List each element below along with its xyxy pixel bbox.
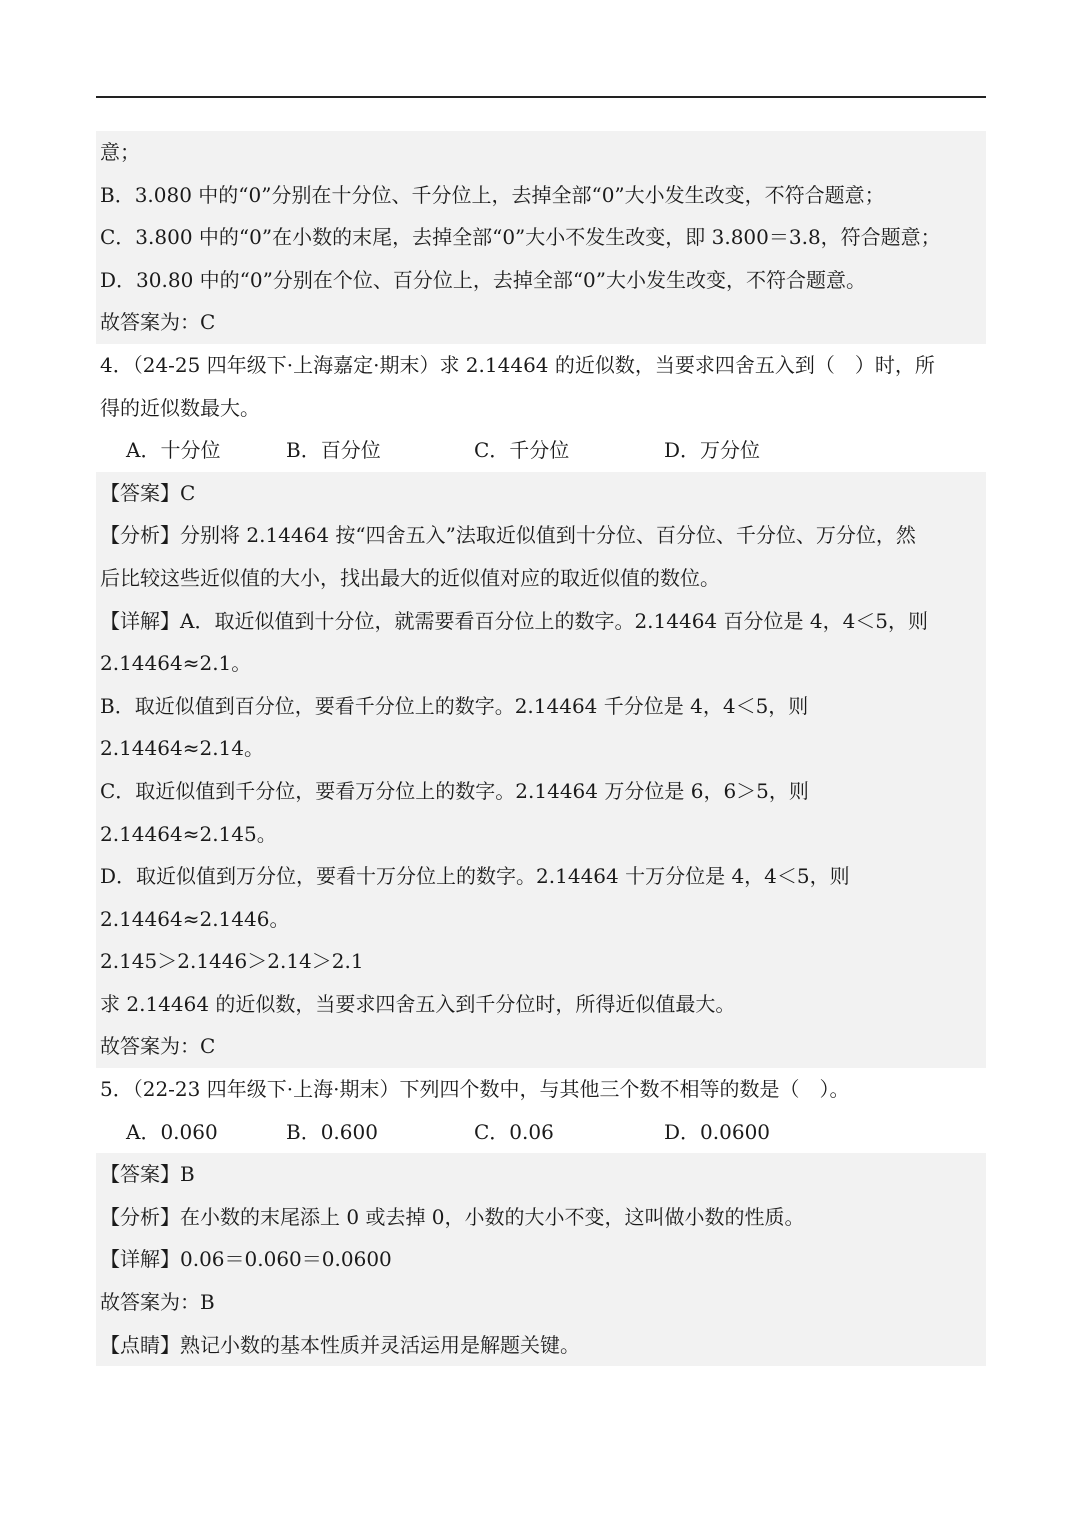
q4-solution-block bbox=[96, 472, 986, 1068]
answer-line: 【答案】C bbox=[100, 480, 196, 505]
option-c: C．0.06 bbox=[474, 1119, 554, 1144]
solution-line: C．3.800 中的“0”在小数的末尾，去掉全部“0”大小不发生改变，即 3.800＝3.8，符合题意； bbox=[100, 225, 941, 250]
solution-line: D．30.80 中的“0”分别在个位、百分位上，去掉全部“0”大小发生改变，不符合题意。 bbox=[100, 267, 866, 292]
detail-line: 2.14464≈2.14。 bbox=[100, 736, 264, 761]
analysis-line: 【分析】分别将 2.14464 按“四舍五入”法取近似值到十分位、百分位、千分位、万分位，然 bbox=[100, 523, 916, 548]
q5-question bbox=[96, 1068, 986, 1153]
document-body bbox=[96, 131, 986, 1366]
detail-line: C．取近似值到千分位，要看万分位上的数字。2.14464 万分位是 6，6＞5，则 bbox=[100, 778, 809, 803]
option-d: D．万分位 bbox=[664, 438, 761, 463]
answer-line: 【答案】B bbox=[100, 1162, 195, 1187]
q4-question bbox=[96, 344, 986, 472]
q4-options bbox=[96, 429, 986, 472]
solution-line: B．3.080 中的“0”分别在十分位、千分位上，去掉全部“0”大小发生改变，不符合题意； bbox=[100, 182, 885, 207]
detail-line: 2.14464≈2.1。 bbox=[100, 651, 252, 676]
detail-line: 2.145＞2.1446＞2.14＞2.1 bbox=[100, 949, 364, 974]
question-stem-line: 5．（22-23 四年级下·上海·期末）下列四个数中，与其他三个数不相等的数是（ ）。 bbox=[100, 1077, 850, 1102]
question-stem-line: 得的近似数最大。 bbox=[100, 395, 260, 420]
option-b: B．百分位 bbox=[286, 438, 381, 463]
detail-line: 2.14464≈2.145。 bbox=[100, 821, 277, 846]
option-c: C．千分位 bbox=[474, 438, 570, 463]
header-rule bbox=[96, 96, 986, 98]
detail-line: 【详解】0.06＝0.060＝0.0600 bbox=[100, 1247, 392, 1272]
option-d: D．0.0600 bbox=[664, 1119, 771, 1144]
analysis-line: 【分析】在小数的末尾添上 0 或去掉 0，小数的大小不变，这叫做小数的性质。 bbox=[100, 1204, 805, 1229]
option-b: B．0.600 bbox=[286, 1119, 378, 1144]
q5-solution-block bbox=[96, 1153, 986, 1366]
detail-line: D．取近似值到万分位，要看十万分位上的数字。2.14464 十万分位是 4，4＜5，则 bbox=[100, 864, 850, 889]
solution-line: 故答案为：C bbox=[100, 310, 216, 335]
analysis-line: 后比较这些近似值的大小，找出最大的近似值对应的取近似值的数位。 bbox=[100, 565, 720, 590]
detail-line: B．取近似值到百分位，要看千分位上的数字。2.14464 千分位是 4，4＜5，则 bbox=[100, 693, 809, 718]
comment-line: 【点睛】熟记小数的基本性质并灵活运用是解题关键。 bbox=[100, 1332, 580, 1357]
q5-options bbox=[96, 1111, 986, 1154]
final-answer-line: 故答案为：C bbox=[100, 1034, 216, 1059]
option-a: A．十分位 bbox=[126, 438, 221, 463]
detail-line: 求 2.14464 的近似数，当要求四舍五入到千分位时，所得近似值最大。 bbox=[100, 991, 736, 1016]
solution-line: 意； bbox=[100, 140, 140, 164]
option-a: A．0.060 bbox=[126, 1119, 218, 1144]
question-stem-line: 4．（24-25 四年级下·上海嘉定·期末）求 2.14464 的近似数，当要求四舍五入到（ ）时，所 bbox=[100, 352, 935, 377]
q3-solution-block bbox=[96, 131, 986, 344]
final-answer-line: 故答案为：B bbox=[100, 1290, 215, 1315]
detail-line: 2.14464≈2.1446。 bbox=[100, 906, 290, 931]
detail-line: 【详解】A．取近似值到十分位，就需要看百分位上的数字。2.14464 百分位是 4，4＜5，则 bbox=[100, 608, 929, 633]
